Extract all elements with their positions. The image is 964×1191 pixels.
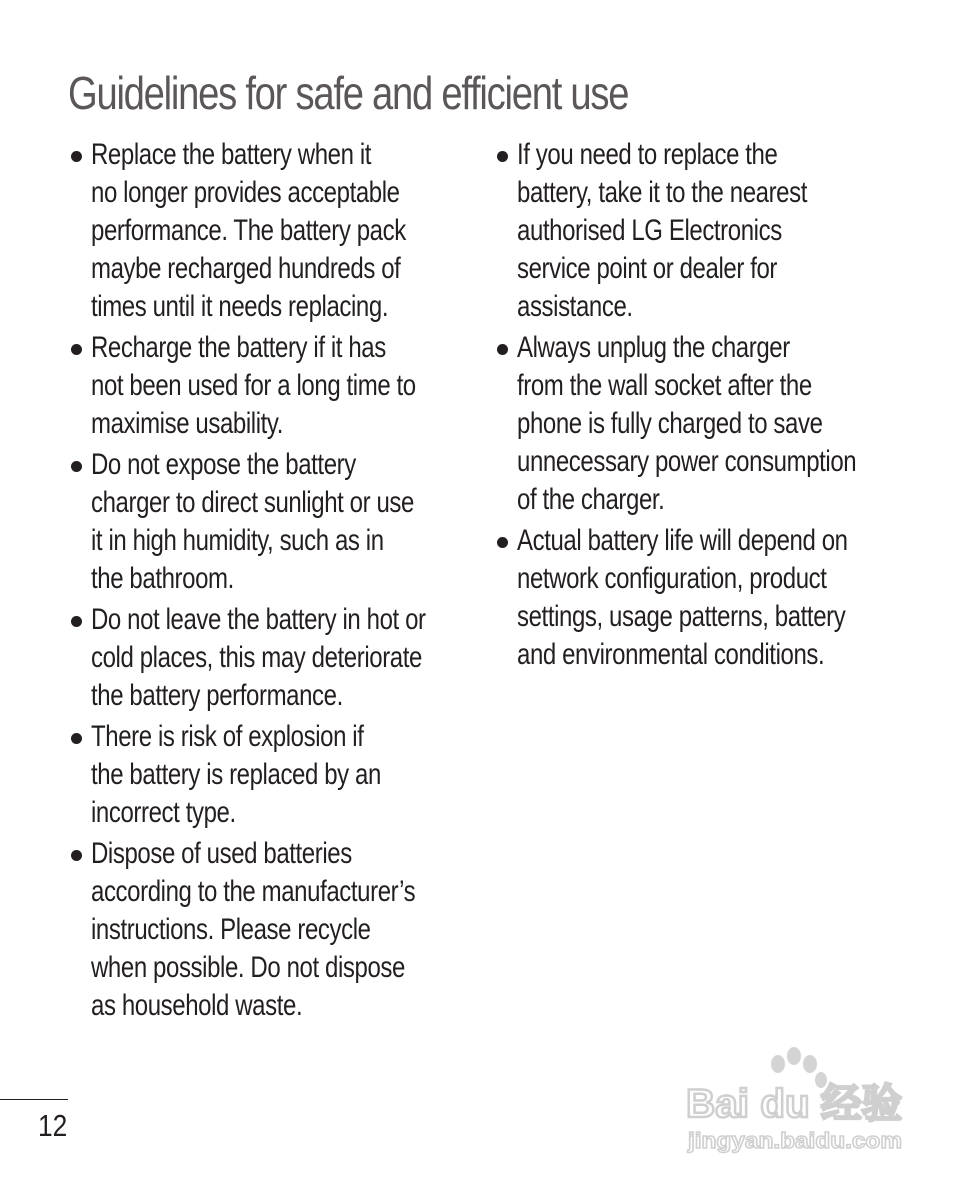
bullet-text-line: assistance. xyxy=(517,290,633,323)
page-title: Guidelines for safe and efficient use xyxy=(68,67,629,119)
watermark-url: jingyan.baidu.com xyxy=(686,1128,902,1153)
bullet-item xyxy=(68,446,468,598)
bullet-text-line: Do not expose the battery xyxy=(91,448,356,481)
bullet-text-line: of the charger. xyxy=(517,483,665,516)
bullet-text-line: the battery performance. xyxy=(91,679,343,712)
bullet-text-line: and environmental conditions. xyxy=(517,638,825,671)
bullet-dot-icon xyxy=(71,850,82,861)
bullet-text-line: times until it needs replacing. xyxy=(91,290,389,323)
bullet-text-line: according to the manufacturer’s xyxy=(91,875,416,908)
bullet-dot-icon xyxy=(71,151,82,162)
right-column-bullets xyxy=(494,136,904,677)
bullet-text-line: If you need to replace the xyxy=(517,138,778,171)
bullet-item xyxy=(494,136,904,326)
bullet-text-line: Dispose of used batteries xyxy=(91,837,352,870)
bullet-item xyxy=(68,835,468,1025)
bullet-dot-icon xyxy=(497,344,508,355)
bullet-item xyxy=(68,136,468,326)
bullet-dot-icon xyxy=(497,151,508,162)
bullet-dot-icon xyxy=(497,537,508,548)
left-column-bullets xyxy=(68,136,468,1028)
bullet-text-line: phone is fully charged to save xyxy=(517,407,823,440)
bullet-dot-icon xyxy=(71,461,82,472)
bullet-text-line: Recharge the battery if it has xyxy=(91,331,386,364)
bullet-text-line: unnecessary power consumption xyxy=(517,445,857,478)
bullet-text-line: Always unplug the charger xyxy=(517,331,790,364)
bullet-text-line: the bathroom. xyxy=(91,562,234,595)
bullet-text-line: no longer provides acceptable xyxy=(91,176,400,209)
bullet-text-line: Do not leave the battery in hot or xyxy=(91,603,426,636)
bullet-text-line: Actual battery life will depend on xyxy=(517,524,848,557)
bullet-text-line: charger to direct sunlight or use xyxy=(91,486,414,519)
bullet-text-line: settings, usage patterns, battery xyxy=(517,600,846,633)
bullet-text-line: not been used for a long time to xyxy=(91,369,416,402)
bullet-text-line: when possible. Do not dispose xyxy=(91,951,405,984)
bullet-text-line: maybe recharged hundreds of xyxy=(91,252,401,285)
baidu-jingyan-watermark xyxy=(682,1042,912,1157)
bullet-text-line: it in high humidity, such as in xyxy=(91,524,384,557)
bullet-item xyxy=(494,522,904,674)
bullet-item xyxy=(68,329,468,443)
bullet-text-line: service point or dealer for xyxy=(517,252,777,285)
page-number: 12 xyxy=(38,1108,68,1143)
bullet-dot-icon xyxy=(71,344,82,355)
bullet-dot-icon xyxy=(71,616,82,627)
watermark-brand: Bai du 经验 xyxy=(686,1082,902,1126)
bullet-item xyxy=(494,329,904,519)
bullet-item xyxy=(68,718,468,832)
bullet-text-line: instructions. Please recycle xyxy=(91,913,371,946)
bullet-text-line: as household waste. xyxy=(91,989,303,1022)
bullet-item xyxy=(68,601,468,715)
page-number-rule xyxy=(0,1099,68,1100)
bullet-dot-icon xyxy=(71,733,82,744)
bullet-text-line: incorrect type. xyxy=(91,796,236,829)
bullet-text-line: Replace the battery when it xyxy=(91,138,372,171)
bullet-text-line: the battery is replaced by an xyxy=(91,758,381,791)
bullet-text-line: performance. The battery pack xyxy=(91,214,406,247)
bullet-text-line: authorised LG Electronics xyxy=(517,214,782,247)
bullet-text-line: battery, take it to the nearest xyxy=(517,176,807,209)
bullet-text-line: cold places, this may deteriorate xyxy=(91,641,422,674)
bullet-text-line: There is risk of explosion if xyxy=(91,720,364,753)
bullet-text-line: network configuration, product xyxy=(517,562,827,595)
bullet-text-line: from the wall socket after the xyxy=(517,369,812,402)
bullet-text-line: maximise usability. xyxy=(91,407,284,440)
